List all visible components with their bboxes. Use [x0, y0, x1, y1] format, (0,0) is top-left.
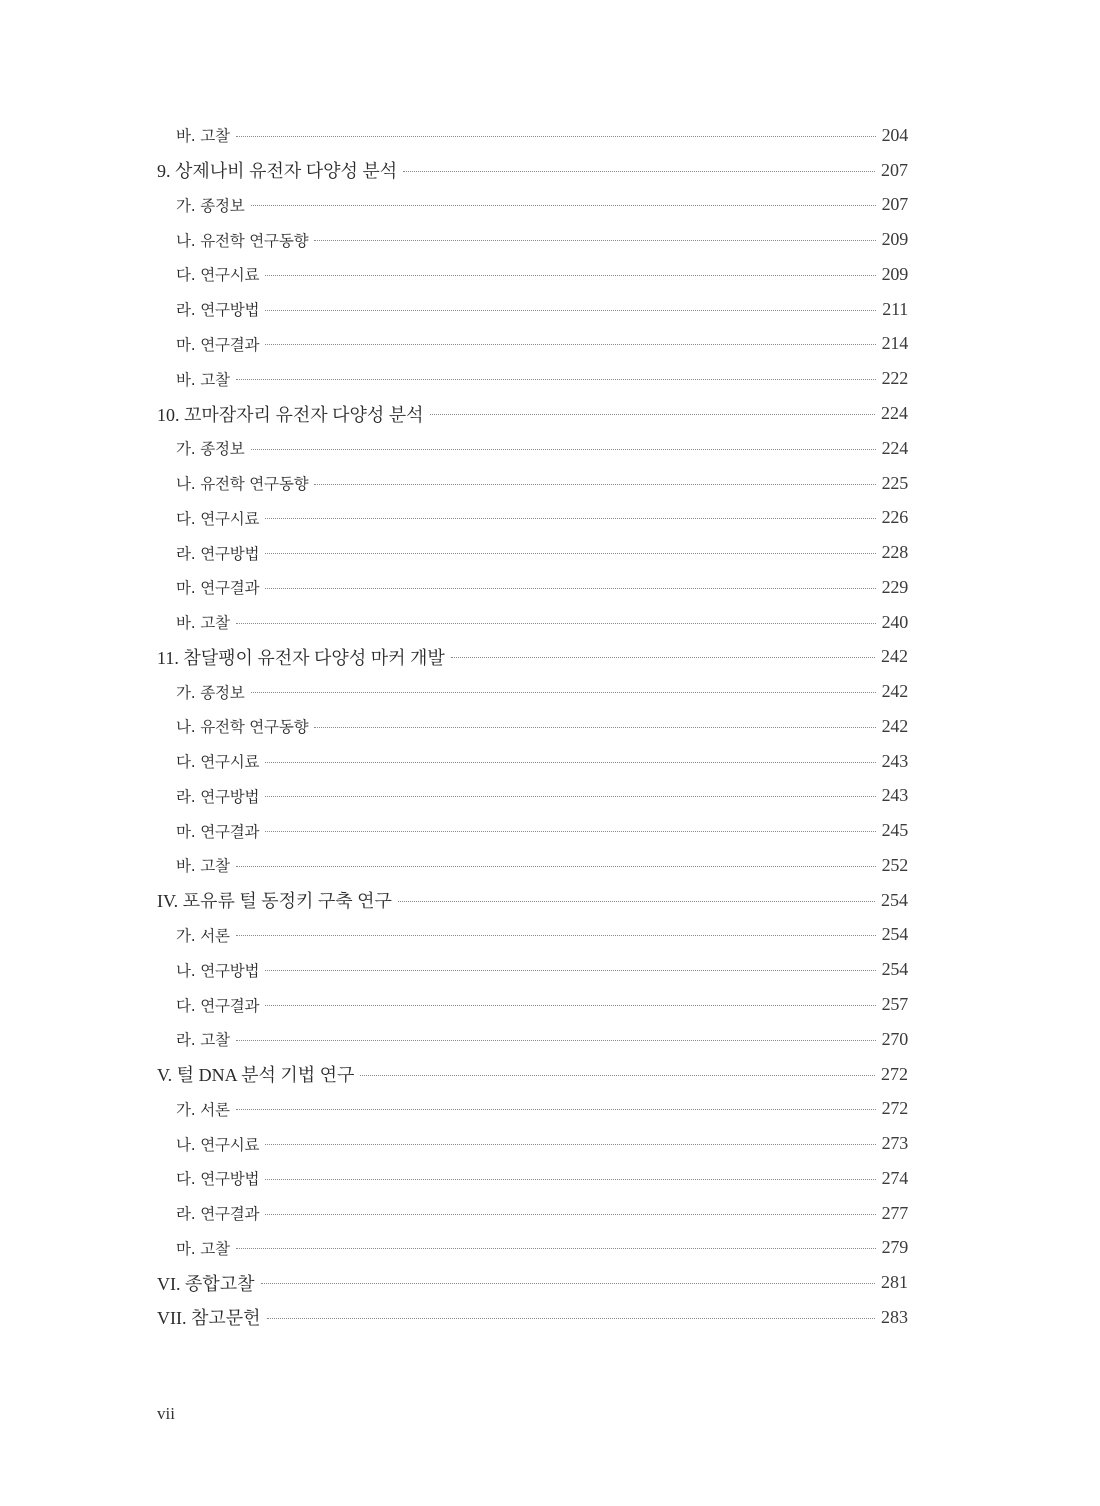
dot-leader [236, 866, 876, 867]
toc-entry-title: 다. 연구방법 [176, 1170, 260, 1189]
toc-entry-title: VII. 참고문헌 [157, 1308, 261, 1329]
toc-entry-title: 나. 연구시료 [176, 1135, 260, 1154]
toc-entry-page: 273 [881, 1133, 908, 1154]
dot-leader [398, 901, 875, 902]
toc-entry-page: 226 [881, 507, 908, 528]
dot-leader [314, 727, 875, 728]
toc-entry-page: 207 [881, 194, 908, 215]
toc-entry-title: 11. 참달팽이 유전자 다양성 마커 개발 [157, 647, 445, 668]
toc-entry-page: 270 [881, 1028, 908, 1049]
toc-entry-page: 274 [881, 1167, 908, 1188]
toc-entry-page: 272 [881, 1063, 908, 1084]
toc-subsection-entry [157, 1196, 908, 1231]
dot-leader [236, 1109, 876, 1110]
toc-entry-title: 9. 상제나비 유전자 다양성 분석 [157, 161, 398, 182]
dot-leader [265, 1179, 875, 1180]
dot-leader [265, 588, 875, 589]
dot-leader [314, 484, 875, 485]
toc-entry-page: 225 [881, 472, 908, 493]
toc-subsection-entry [157, 605, 908, 640]
toc-entry-page: 254 [881, 924, 908, 945]
toc-subsection-entry [157, 500, 908, 535]
toc-entry-page: 228 [881, 542, 908, 563]
dot-leader [236, 623, 876, 624]
toc-entry-page: 209 [881, 263, 908, 284]
toc-subsection-entry [157, 327, 908, 362]
toc-entry-title: 10. 꼬마잠자리 유전자 다양성 분석 [157, 404, 424, 425]
toc-entry-page: 257 [881, 994, 908, 1015]
table-of-contents [157, 118, 908, 1335]
toc-entry-title: 나. 연구방법 [176, 961, 260, 980]
dot-leader [236, 1248, 876, 1249]
toc-entry-title: 라. 연구방법 [176, 787, 260, 806]
dot-leader [236, 379, 876, 380]
toc-subsection-entry [157, 431, 908, 466]
toc-entry-page: 240 [881, 611, 908, 632]
toc-entry-title: 마. 고찰 [176, 1239, 230, 1258]
toc-subsection-entry [157, 361, 908, 396]
dot-leader [236, 136, 876, 137]
toc-entry-title: 라. 연구결과 [176, 1205, 260, 1224]
toc-entry-title: V. 털 DNA 분석 기법 연구 [157, 1065, 355, 1086]
toc-entry-page: 209 [881, 229, 908, 250]
toc-entry-page: 229 [881, 576, 908, 597]
dot-leader [251, 692, 876, 693]
dot-leader [267, 1318, 875, 1319]
toc-subsection-entry [157, 779, 908, 814]
toc-entry-title: 마. 연구결과 [176, 822, 260, 841]
toc-section-entry [157, 1300, 908, 1335]
toc-entry-title: 가. 종정보 [176, 196, 245, 215]
toc-entry-page: 254 [881, 959, 908, 980]
toc-subsection-entry [157, 674, 908, 709]
toc-section-entry [157, 396, 908, 431]
dot-leader [265, 1144, 875, 1145]
toc-subsection-entry [157, 813, 908, 848]
toc-subsection-entry [157, 709, 908, 744]
dot-leader [265, 831, 875, 832]
toc-entry-page: 283 [881, 1306, 908, 1327]
dot-leader [265, 796, 875, 797]
dot-leader [265, 1214, 875, 1215]
page-number: vii [157, 1404, 175, 1423]
toc-entry-title: VI. 종합고찰 [157, 1273, 255, 1294]
dot-leader [265, 310, 876, 311]
toc-entry-page: 245 [881, 820, 908, 841]
toc-subsection-entry [157, 1022, 908, 1057]
toc-subsection-entry [157, 257, 908, 292]
toc-section-entry [157, 1265, 908, 1300]
dot-leader [236, 1040, 876, 1041]
toc-entry-page: 272 [881, 1098, 908, 1119]
toc-entry-title: 다. 연구시료 [176, 753, 260, 772]
toc-entry-title: 다. 연구시료 [176, 266, 260, 285]
toc-subsection-entry [157, 744, 908, 779]
toc-entry-title: 나. 유전학 연구동향 [176, 718, 309, 737]
dot-leader [265, 518, 875, 519]
toc-entry-page: 224 [881, 437, 908, 458]
toc-subsection-entry [157, 918, 908, 953]
toc-entry-title: 마. 연구결과 [176, 335, 260, 354]
toc-entry-page: 211 [882, 298, 908, 319]
toc-subsection-entry [157, 570, 908, 605]
toc-subsection-entry [157, 1231, 908, 1266]
toc-subsection-entry [157, 188, 908, 223]
toc-subsection-entry [157, 1091, 908, 1126]
dot-leader [251, 449, 876, 450]
toc-entry-page: 207 [881, 159, 908, 180]
dot-leader [236, 935, 876, 936]
toc-entry-title: 가. 서론 [176, 926, 230, 945]
toc-subsection-entry [157, 292, 908, 327]
toc-entry-title: 바. 고찰 [176, 857, 230, 876]
toc-entry-title: 나. 유전학 연구동향 [176, 475, 309, 494]
toc-subsection-entry [157, 987, 908, 1022]
toc-entry-title: 마. 연구결과 [176, 579, 260, 598]
dot-leader [265, 344, 875, 345]
toc-entry-page: 242 [881, 646, 908, 667]
toc-entry-title: 다. 연구결과 [176, 996, 260, 1015]
toc-entry-title: 바. 고찰 [176, 370, 230, 389]
toc-subsection-entry [157, 222, 908, 257]
dot-leader [430, 414, 875, 415]
toc-entry-page: 254 [881, 889, 908, 910]
toc-entry-page: 277 [881, 1202, 908, 1223]
toc-entry-page: 281 [881, 1272, 908, 1293]
toc-entry-title: 가. 서론 [176, 1100, 230, 1119]
toc-entry-page: 243 [881, 785, 908, 806]
toc-entry-title: IV. 포유류 털 동정키 구축 연구 [157, 891, 392, 912]
toc-entry-title: 바. 고찰 [176, 614, 230, 633]
toc-entry-page: 214 [881, 333, 908, 354]
toc-entry-title: 나. 유전학 연구동향 [176, 231, 309, 250]
dot-leader [265, 970, 875, 971]
toc-subsection-entry [157, 848, 908, 883]
dot-leader [265, 1005, 875, 1006]
toc-entry-page: 252 [881, 854, 908, 875]
toc-entry-page: 279 [881, 1237, 908, 1258]
dot-leader [360, 1075, 875, 1076]
toc-entry-page: 204 [881, 124, 908, 145]
toc-entry-page: 242 [881, 681, 908, 702]
toc-entry-title: 라. 연구방법 [176, 544, 260, 563]
toc-section-entry [157, 1057, 908, 1092]
toc-section-entry [157, 153, 908, 188]
toc-subsection-entry [157, 1126, 908, 1161]
toc-subsection-entry [157, 1161, 908, 1196]
toc-entry-page: 243 [881, 750, 908, 771]
toc-entry-page: 222 [881, 368, 908, 389]
toc-entry-page: 242 [881, 715, 908, 736]
dot-leader [265, 275, 875, 276]
toc-entry-title: 가. 종정보 [176, 683, 245, 702]
toc-entry-title: 라. 연구방법 [176, 301, 260, 320]
dot-leader [265, 553, 875, 554]
toc-entry-title: 라. 고찰 [176, 1031, 230, 1050]
toc-entry-page: 224 [881, 403, 908, 423]
dot-leader [251, 205, 876, 206]
toc-entry-title: 가. 종정보 [176, 440, 245, 459]
toc-section-entry [157, 883, 908, 918]
dot-leader [403, 171, 875, 172]
toc-subsection-entry [157, 952, 908, 987]
dot-leader [451, 657, 875, 658]
toc-section-entry [157, 639, 908, 674]
toc-entry-title: 다. 연구시료 [176, 509, 260, 528]
toc-subsection-entry [157, 118, 908, 153]
dot-leader [314, 240, 875, 241]
toc-subsection-entry [157, 535, 908, 570]
dot-leader [265, 762, 875, 763]
toc-entry-title: 바. 고찰 [176, 127, 230, 146]
toc-subsection-entry [157, 466, 908, 501]
dot-leader [261, 1283, 875, 1284]
